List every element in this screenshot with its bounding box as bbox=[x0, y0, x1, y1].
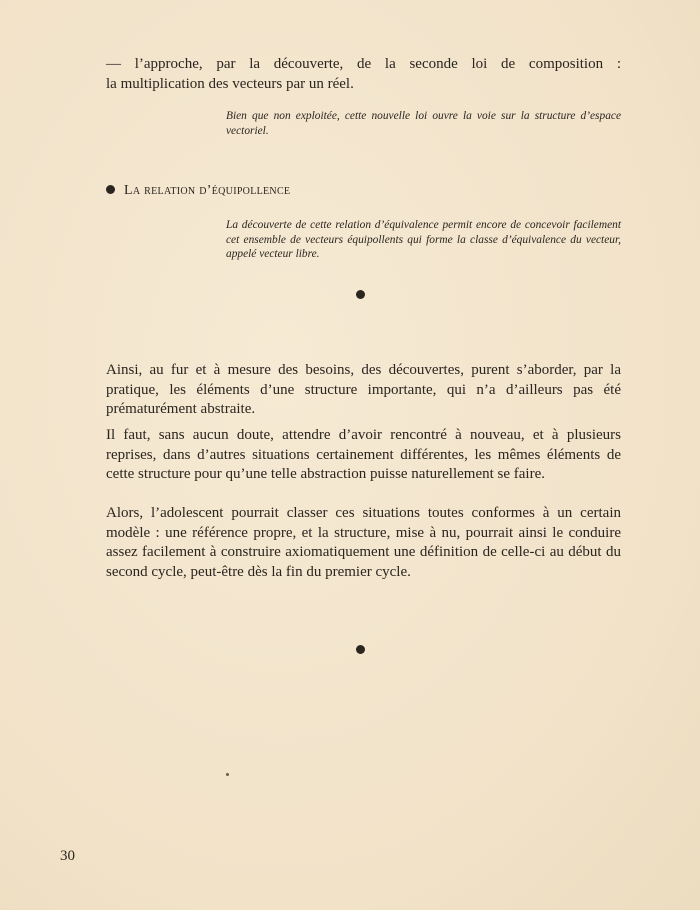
section-heading bbox=[106, 183, 506, 199]
heading-bullet-icon bbox=[106, 185, 115, 194]
paragraph-il-faut: Il faut, sans aucun doute, attendre d’avoir rencontré à nouveau, et à plusieurs reprises, dans d’autres situations certainement différentes, les mêmes éléments de cette structure pour qu’une telle abstraction puisse naturellement se faire. bbox=[106, 427, 621, 482]
paragraph-alors: Alors, l’adolescent pourrait classer ces situations toutes conformes à un certain modèle : une référence propre, et la structure, mise à nu, pourrait ainsi le conduire assez facilement à construire axiomatiquement une définition de celle-ci au début du second cycle, peut-être dès la fin du premier cycle. bbox=[106, 505, 621, 580]
page-number: 30 bbox=[60, 848, 75, 864]
intro-line-1: — l’approche, par la découverte, de la seconde loi de composition : bbox=[106, 56, 621, 72]
note-equipollence: La découverte de cette relation d’équivalence permit encore de concevoir facilement cet ensemble de vecteurs équipollents qui forme la classe d’équivalence du vecteur, appelé vecteur libre. bbox=[226, 219, 621, 261]
intro-line-2: la multiplication des vecteurs par un réel. bbox=[106, 75, 354, 92]
paragraph-ainsi: Ainsi, au fur et à mesure des besoins, des découvertes, purent s’aborder, par la pratique, les éléments d’une structure importante, qui n’a d’ailleurs pas été prématurément abstraite. bbox=[106, 362, 621, 417]
separator-dot-icon bbox=[356, 290, 365, 299]
separator-dot-icon bbox=[356, 645, 365, 654]
paper-speck bbox=[226, 773, 229, 776]
note-espace-vectoriel: Bien que non exploitée, cette nouvelle loi ouvre la voie sur la structure d’espace vectoriel. bbox=[226, 110, 621, 137]
section-heading-text: La relation d’équipollence bbox=[124, 183, 291, 198]
intro-block bbox=[106, 55, 621, 94]
